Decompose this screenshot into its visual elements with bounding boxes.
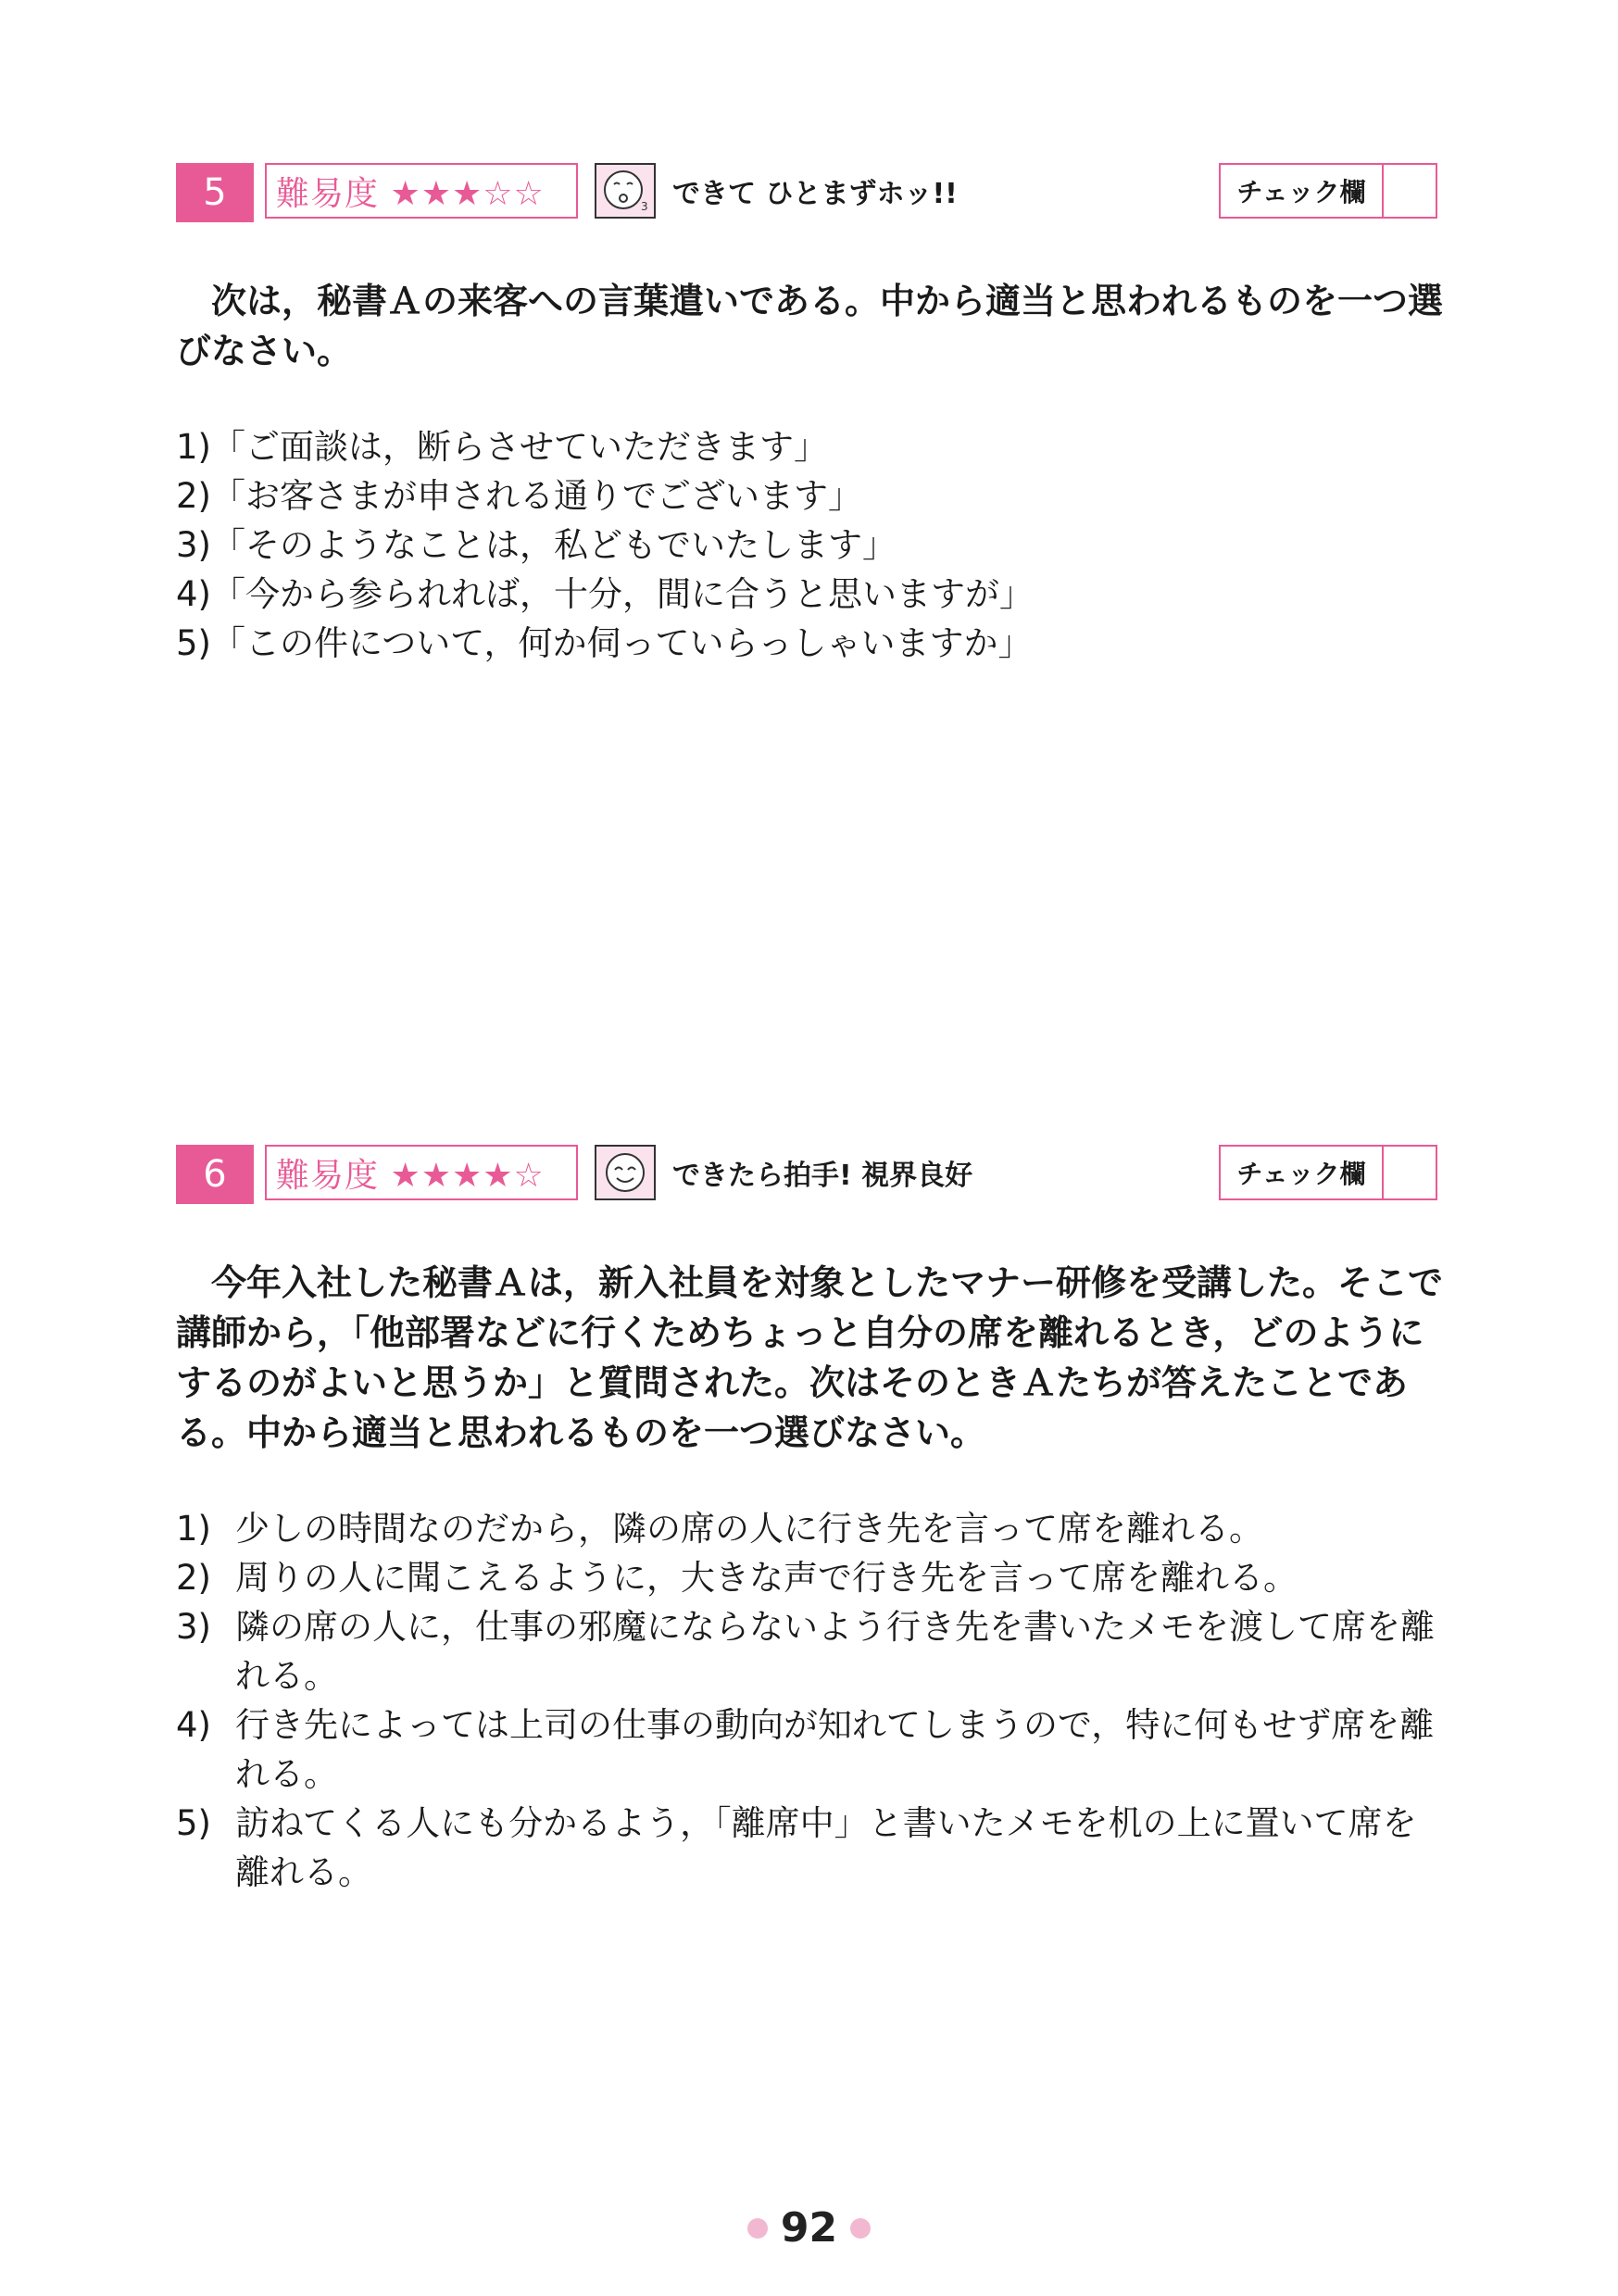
question-5-text: 次は，秘書Ａの来客への言葉遣いである。中から適当と思われるものを一つ選びなさい。 xyxy=(176,281,1444,371)
dot-decoration xyxy=(850,2218,871,2239)
option-item xyxy=(176,1553,1447,1602)
option-text: 少しの時間なのだから，隣の席の人に行き先を言って席を離れる。 xyxy=(235,1509,1263,1549)
option-text: 「お客さまが申される通りでございます」 xyxy=(210,476,862,516)
option-number: 5) xyxy=(176,1803,211,1843)
option-item xyxy=(176,570,1447,619)
option-item xyxy=(176,422,1447,471)
option-number: 3) xyxy=(176,525,211,565)
option-text: 「そのようなことは，私どもでいたします」 xyxy=(210,525,897,565)
option-number: 2) xyxy=(176,476,211,516)
option-number: 4) xyxy=(176,574,211,614)
question-5-options xyxy=(176,422,1447,668)
option-number: 4) xyxy=(176,1705,211,1745)
option-item xyxy=(176,1504,1447,1553)
option-number: 1) xyxy=(176,427,211,467)
check-label: チェック欄 xyxy=(1221,1147,1384,1198)
option-item xyxy=(176,1799,1447,1897)
question-6-header xyxy=(176,1145,1437,1204)
check-box-area xyxy=(1219,1145,1437,1200)
smiling-face-icon xyxy=(595,1145,656,1200)
option-text: 「今から参られれば，十分，間に合うと思いますが」 xyxy=(210,574,1034,614)
option-number: 5) xyxy=(176,623,211,663)
check-box-area xyxy=(1219,163,1437,219)
option-number: 3) xyxy=(176,1607,211,1647)
dot-decoration xyxy=(747,2218,768,2239)
option-item xyxy=(176,471,1447,521)
option-text: 隣の席の人に，仕事の邪魔にならないよう行き先を書いたメモを渡して席を離れる。 xyxy=(235,1607,1435,1696)
question-number: 6 xyxy=(176,1145,254,1204)
option-text: 「ご面談は，断らさせていただきます」 xyxy=(210,427,828,467)
svg-text:3: 3 xyxy=(641,200,648,213)
difficulty-comment: できたら拍手! 視界良好 xyxy=(672,1160,973,1192)
question-6-text: 今年入社した秘書Ａは，新入社員を対象としたマナー研修を受講した。そこで講師から，「他部署などに行くためちょっと自分の席を離れるとき，どのようにするのがよいと思うか」と質問された。次はそのときＡたちが答えたことである。中から適当と思われるものを一つ選びなさい。 xyxy=(176,1262,1444,1453)
check-box[interactable] xyxy=(1384,1147,1436,1198)
question-6-options xyxy=(176,1504,1447,1897)
check-label: チェック欄 xyxy=(1221,165,1384,217)
option-text: 「この件について，何か伺っていらっしゃいますか」 xyxy=(210,623,1033,663)
difficulty-rating: 難易度 ★★★☆☆ xyxy=(265,163,578,219)
difficulty-rating: 難易度 ★★★★☆ xyxy=(265,1145,578,1200)
page-number xyxy=(0,2204,1618,2252)
option-text: 行き先によっては上司の仕事の動向が知れてしまうので，特に何もせず席を離れる。 xyxy=(235,1705,1435,1794)
question-number: 5 xyxy=(176,163,254,222)
question-5-header xyxy=(176,163,1437,222)
check-box[interactable] xyxy=(1384,165,1436,217)
option-text: 訪ねてくる人にも分かるよう，「離席中」と書いたメモを机の上に置いて席を離れる。 xyxy=(235,1803,1417,1892)
option-item xyxy=(176,521,1447,570)
option-item xyxy=(176,619,1447,668)
option-number: 2) xyxy=(176,1558,211,1598)
difficulty-comment: できて ひとまずホッ!! xyxy=(672,178,958,210)
page-number-text: 92 xyxy=(780,2204,838,2252)
surprised-face-icon xyxy=(595,163,656,219)
option-text: 周りの人に聞こえるように，大きな声で行き先を言って席を離れる。 xyxy=(235,1558,1298,1598)
option-item xyxy=(176,1602,1447,1700)
option-item xyxy=(176,1700,1447,1799)
option-number: 1) xyxy=(176,1509,211,1549)
